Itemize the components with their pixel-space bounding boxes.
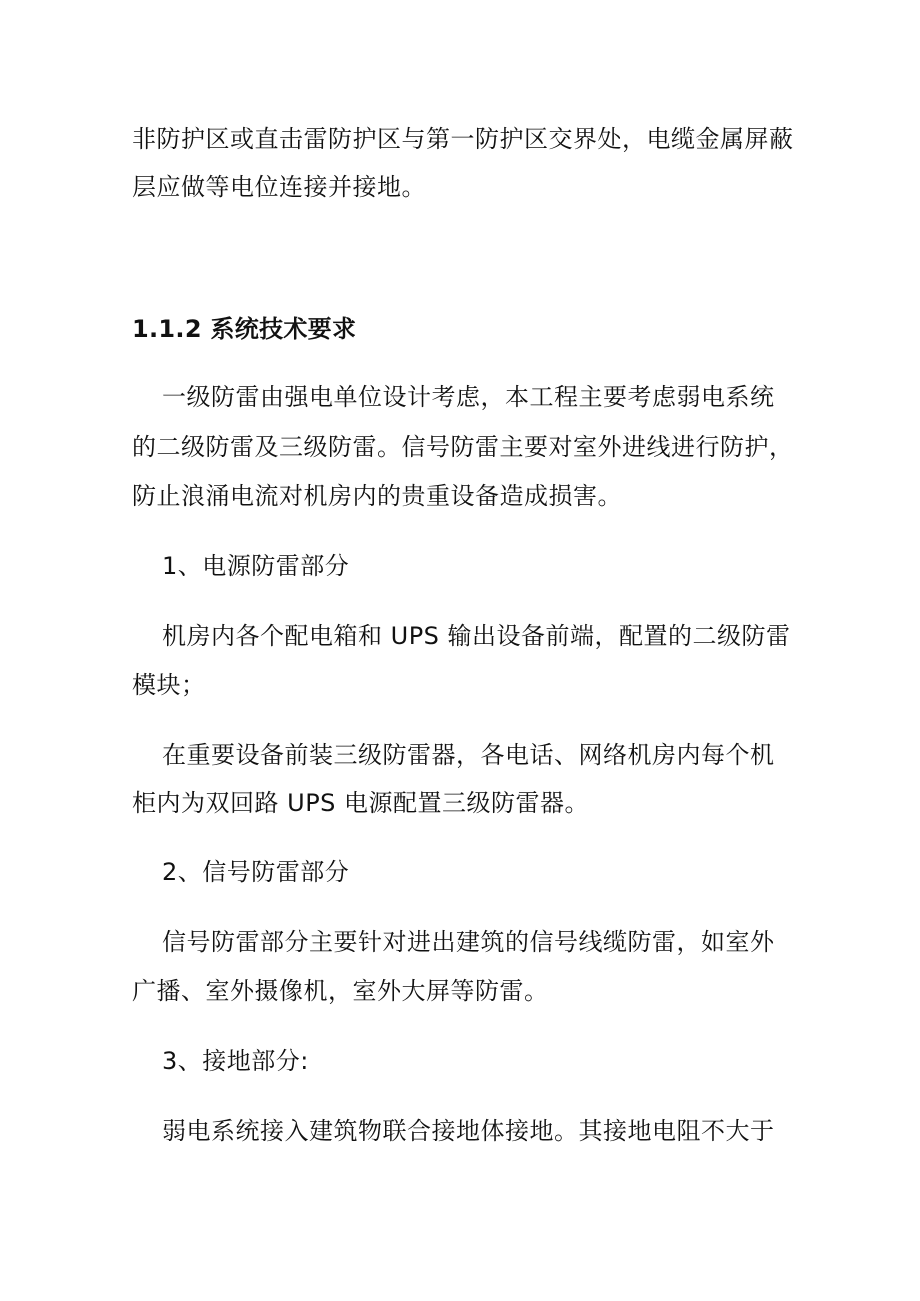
paragraph-line: 机房内各个配电箱和 UPS 输出设备前端，配置的二级防雷	[162, 622, 791, 650]
paragraph-line: 柜内为双回路 UPS 电源配置三级防雷器。	[132, 789, 590, 817]
paragraph-line: 一级防雷由强电单位设计考虑，本工程主要考虑弱电系统	[162, 383, 775, 411]
paragraph-line: 的二级防雷及三级防雷。信号防雷主要对室外进线进行防护，	[132, 433, 794, 461]
list-item-title: 1、电源防雷部分	[162, 552, 350, 580]
paragraph-line: 在重要设备前装三级防雷器，各电话、网络机房内每个机	[162, 741, 775, 769]
paragraph-line: 模块；	[132, 671, 206, 699]
paragraph-line: 弱电系统接入建筑物联合接地体接地。其接地电阻不大于	[162, 1117, 775, 1145]
paragraph-line: 非防护区或直击雷防护区与第一防护区交界处，电缆金属屏蔽	[132, 125, 794, 153]
list-item-title: 2、信号防雷部分	[162, 858, 350, 886]
paragraph-line: 广播、室外摄像机，室外大屏等防雷。	[132, 977, 549, 1005]
paragraph-line: 防止浪涌电流对机房内的贵重设备造成损害。	[132, 482, 622, 510]
paragraph-line: 层应做等电位连接并接地。	[132, 173, 426, 201]
list-item-title: 3、接地部分:	[162, 1047, 309, 1075]
paragraph-line: 信号防雷部分主要针对进出建筑的信号线缆防雷，如室外	[162, 928, 775, 956]
section-heading: 1.1.2 系统技术要求	[132, 315, 357, 343]
